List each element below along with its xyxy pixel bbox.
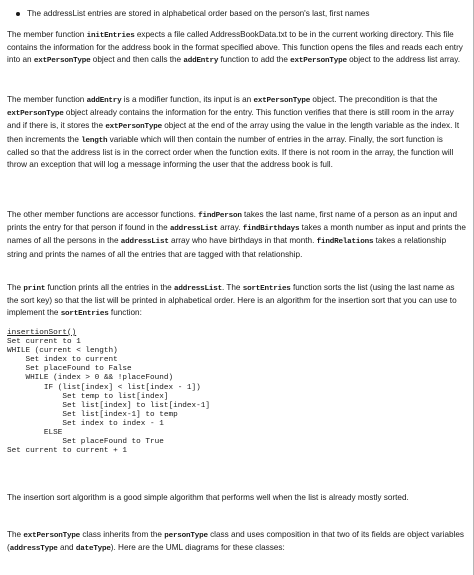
text-run: array.: [217, 223, 243, 233]
text-run: variable which will then contain the number of entries in the array. Finally, the sort function is called so that the address list is in the correct order when the function exits. If there is not room in the array, the function will throw an exception that will log a message informing the user that the address book is full.: [7, 134, 454, 170]
text-run: takes a relationship string and prints the names of all the entries that are tagged with that relationship.: [7, 236, 447, 259]
text-run: ). Here are the UML diagrams for these classes:: [110, 543, 285, 553]
code-line: WHILE (current < length): [7, 347, 118, 356]
code-term: extPersonType: [23, 532, 81, 540]
code-line: insertionSort(): [7, 329, 77, 337]
text-run: expects a file called AddressBookData.txt to be in the current working directory. This file contains the information for the address book in the format specified above. This function opens the files and reads each entry into an: [7, 30, 463, 65]
text-run: is a modifier function, its input is an: [121, 95, 254, 104]
code-line: IF (list[index] < list[index - 1]): [7, 383, 201, 392]
bullet-item: The addressList entries are stored in alphabetical order based on the person's last, first names: [27, 9, 370, 18]
paragraph-init-entries: [7, 29, 466, 68]
text-run: and: [57, 543, 76, 553]
code-term: sortEntries: [60, 310, 109, 319]
text-run: object to the address list array.: [346, 55, 460, 65]
text-run: function to add the: [218, 55, 291, 65]
paragraph-add-entry: [7, 94, 466, 171]
code-term: addressType: [9, 545, 58, 554]
paragraph-ext-person-type: [7, 529, 466, 555]
code-term: addEntry: [183, 57, 219, 66]
paragraph-print-sort: [7, 282, 466, 321]
code-term: dateType: [75, 545, 111, 554]
text-run: The other member functions are accessor functions.: [7, 210, 199, 219]
text-run: function sorts the list (using the last name as the sort key) so that the list will be printed in alphabetical order. Here is an algorithm for the insertion sort that you can use to implement the: [7, 283, 457, 318]
code-term: extPersonType: [7, 110, 64, 119]
text-run: takes the last name, first name of a person as an input and prints the entry for that person if found in the: [7, 210, 457, 233]
code-term: findRelations: [316, 238, 374, 247]
code-term: extPersonType: [33, 57, 91, 66]
text-run: class inherits from the: [80, 530, 165, 539]
code-term: personType: [164, 532, 208, 540]
code-line: Set current to 1: [7, 338, 81, 347]
text-run: object already contains the information for the entry. This function verifies that there is still room in the array and if there is, it stores the: [7, 108, 454, 131]
code-term: extPersonType: [290, 57, 347, 66]
code-term: length: [81, 136, 108, 145]
code-term: extPersonType: [105, 123, 162, 132]
code-term: addressList: [174, 285, 222, 293]
text-run: The: [7, 283, 24, 292]
code-line: WHILE (index > 0 && !placeFound): [7, 374, 174, 383]
code-term: extPersonType: [253, 97, 311, 105]
text-run: The member function: [7, 95, 87, 104]
code-term: findBirthdays: [242, 225, 300, 234]
code-line: Set current to current + 1: [7, 447, 127, 456]
code-line: Set list[index-1] to temp: [7, 410, 178, 419]
code-term: sortEntries: [242, 285, 291, 293]
text-run: function:: [108, 308, 142, 318]
code-term: findPerson: [198, 212, 242, 220]
code-term: addEntry: [86, 97, 122, 105]
text-run: class and uses composition in that two of its fields are object variables (: [7, 530, 465, 553]
insertion-sort-code: [7, 329, 210, 456]
text-run: The member function: [7, 30, 87, 39]
code-line: Set index to index - 1: [7, 419, 164, 428]
bullet-icon: [16, 12, 20, 16]
code-term: initEntries: [86, 32, 135, 40]
code-term: print: [23, 285, 46, 293]
text-run: . The: [221, 283, 243, 292]
text-run: object at the end of the array using the value in the length variable as the index. It then increments the: [7, 121, 460, 144]
code-term: addressList: [169, 225, 218, 234]
code-line: Set placeFound to False: [7, 365, 132, 374]
text-run: takes a month number as input and prints the names of all the persons in the: [7, 223, 466, 246]
code-term: addressList: [120, 238, 169, 247]
code-line: Set placeFound to True: [7, 438, 164, 447]
code-line: Set temp to list[index]: [7, 392, 169, 401]
text-run: function prints all the entries in the: [45, 283, 174, 292]
paragraph-accessor-functions: [7, 209, 466, 261]
code-line: Set list[index] to list[index-1]: [7, 401, 210, 410]
code-line: ELSE: [7, 429, 63, 438]
paragraph-insertion-note: The insertion sort algorithm is a good simple algorithm that performs well when the list is already mostly sorted.: [7, 493, 409, 502]
text-run: array who have birthdays in that month.: [168, 236, 317, 246]
text-run: object and then calls the: [90, 55, 184, 65]
text-run: object. The precondition is that the: [310, 95, 438, 104]
text-run: The: [7, 530, 24, 539]
code-line: Set index to current: [7, 356, 118, 365]
